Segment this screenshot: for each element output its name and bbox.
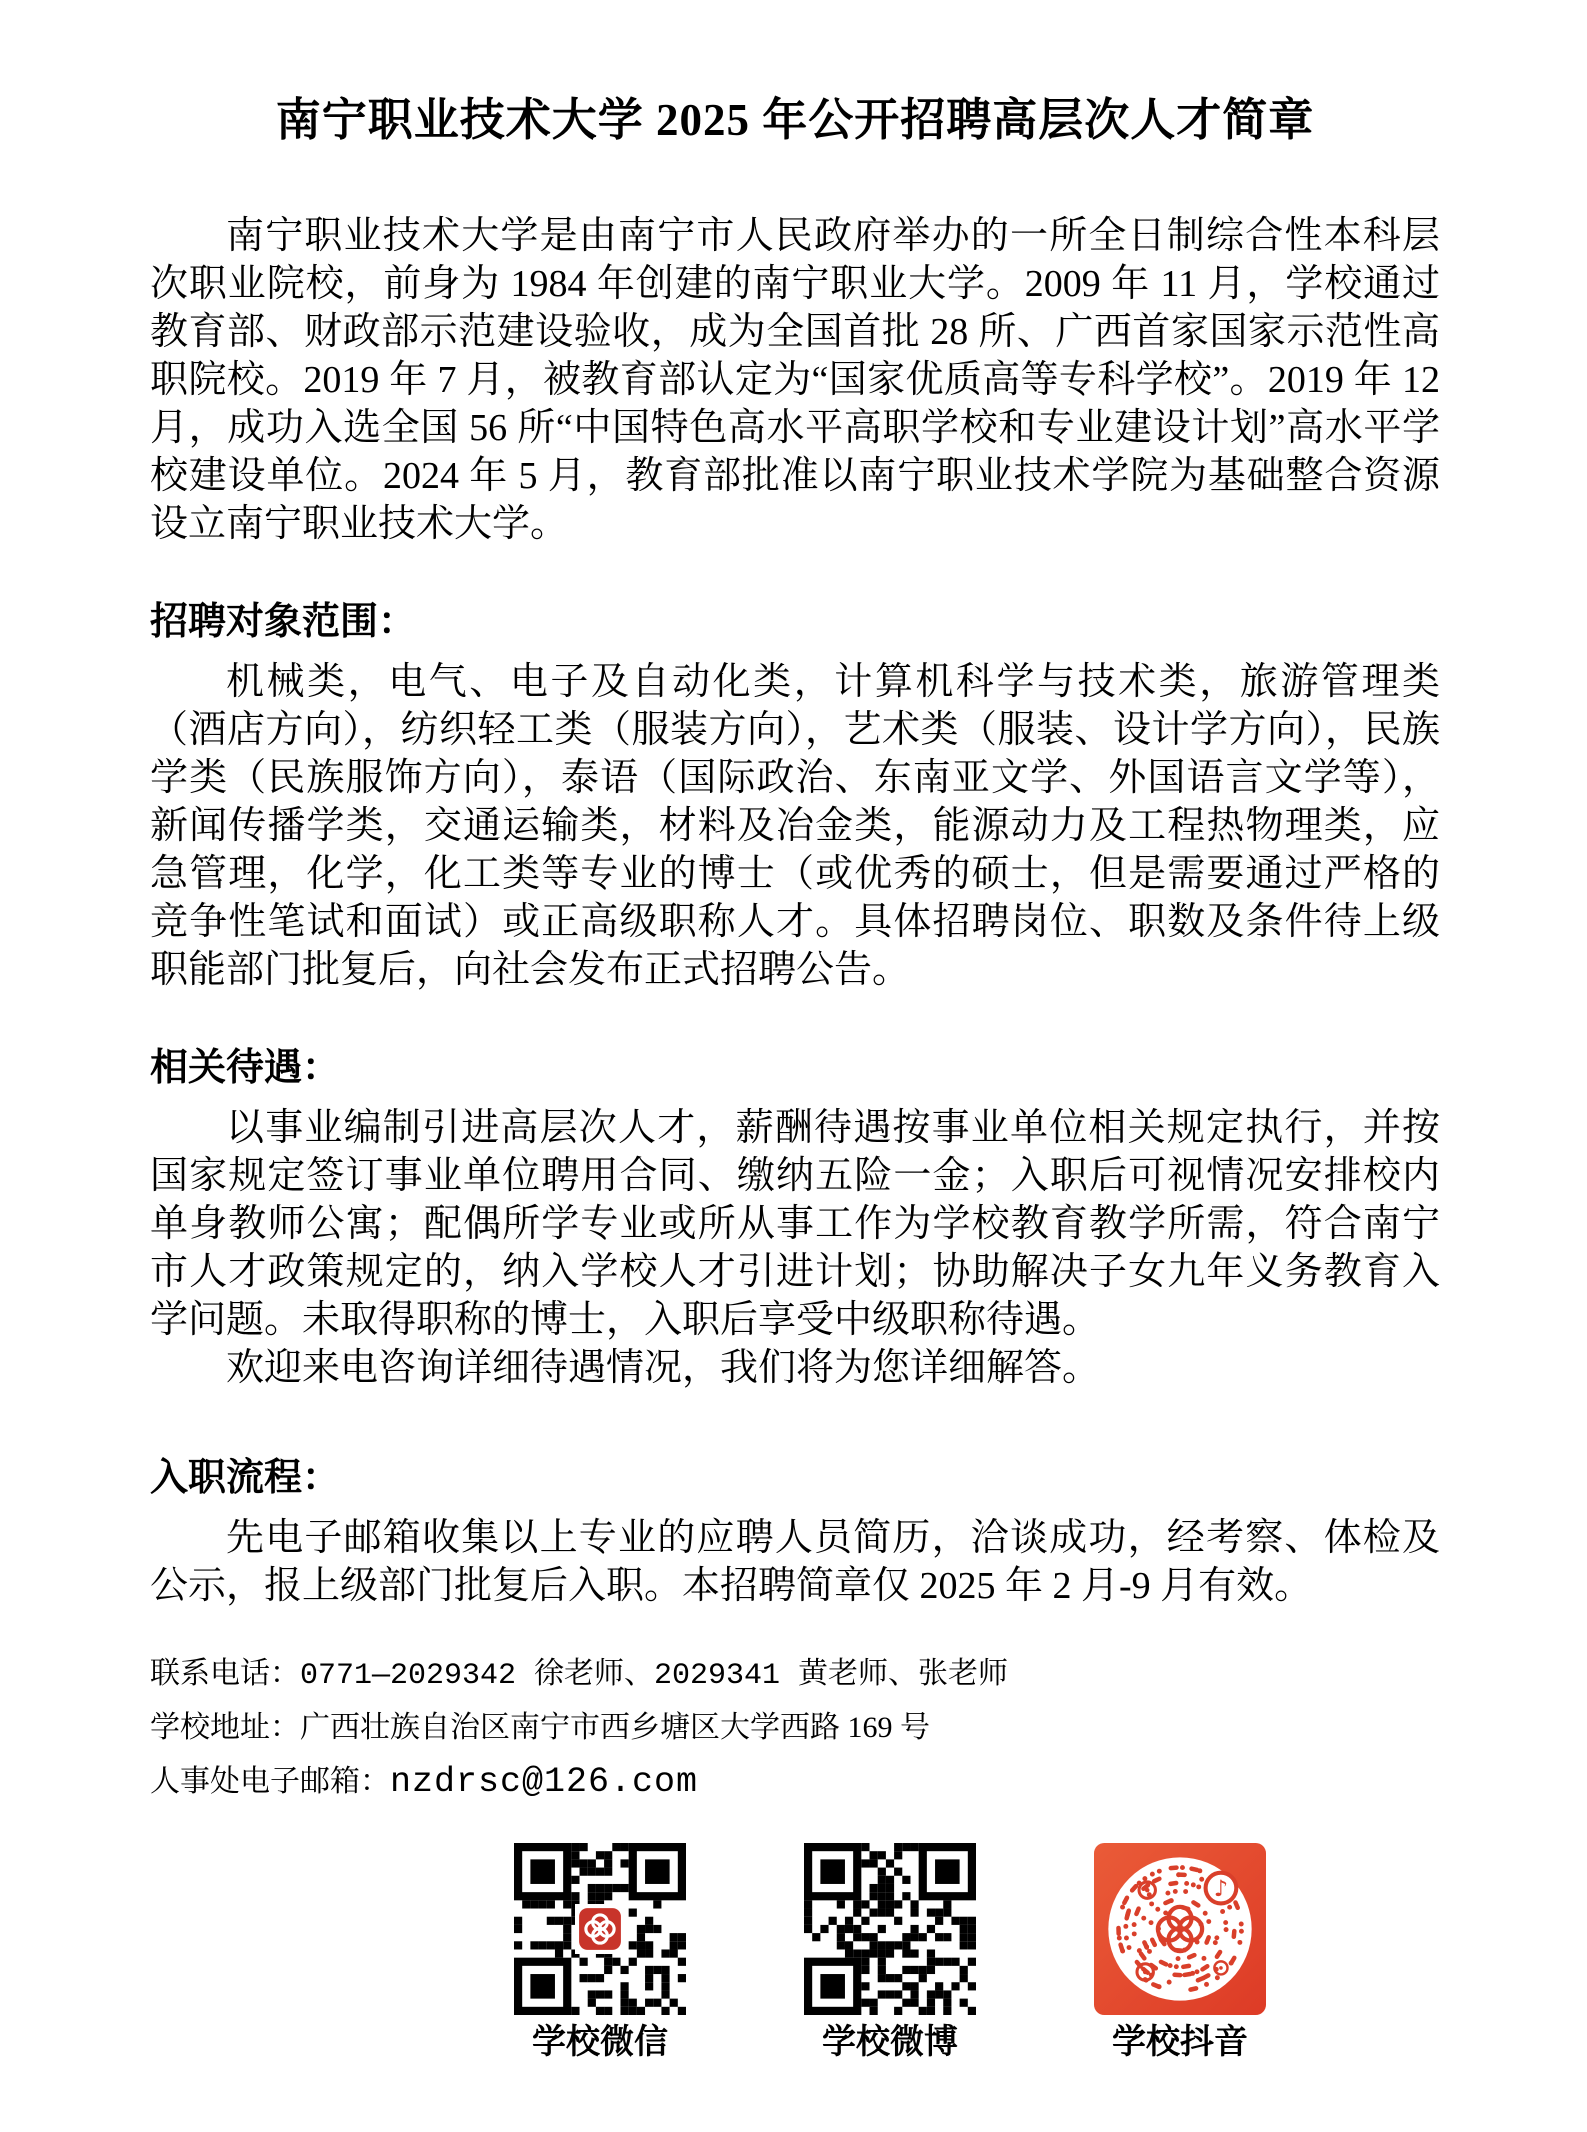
douyin-qr-pattern — [1094, 1843, 1266, 2015]
benefits-paragraph: 以事业编制引进高层次人才，薪酬待遇按事业单位相关规定执行，并按国家规定签订事业单位聘用合同、缴纳五险一金；入职后可视情况安排校内单身教师公寓；配偶所学专业或所从事工作为学校教育教学所需，符合南宁市人才政策规定的，纳入学校人才引进计划；协助解决子女九年义务教育入学问题。未取得职称的博士，入职后享受中级职称待遇。 — [150, 1107, 1440, 1342]
weibo-qr-label: 学校微博 — [822, 2023, 958, 2061]
qr-row — [514, 1843, 1440, 2064]
contact-block — [150, 1654, 1440, 1806]
contact-address-line — [150, 1708, 1440, 1749]
section-heading-benefits: 相关待遇： — [150, 1047, 341, 1090]
wechat-qr-label: 学校微信 — [532, 2023, 668, 2061]
section-heading-recruitment-scope: 招聘对象范围： — [150, 601, 417, 644]
douyin-qr-code — [1094, 1843, 1266, 2015]
weibo-qr-pattern — [804, 1843, 976, 2015]
weibo-qr-block — [804, 1843, 976, 2064]
wechat-qr-code — [514, 1843, 686, 2015]
phone-value: 0771—2029342 徐老师、2029341 黄老师、张老师 — [300, 1659, 1009, 1694]
page-title: 南宁职业技术大学 2025 年公开招聘高层次人才简章 — [275, 95, 1315, 145]
weibo-qr-code — [804, 1843, 976, 2015]
address-value: 广西壮族自治区南宁市西乡塘区大学西路 169 号 — [300, 1710, 930, 1744]
recruitment-scope-paragraph: 机械类，电气、电子及自动化类，计算机科学与技术类，旅游管理类（酒店方向），纺织轻工类（服装方向），艺术类（服装、设计学方向），民族学类（民族服饰方向），泰语（国际政治、东南亚文学、外国语言文学等），新闻传播学类，交通运输类，材料及冶金类，能源动力及工程热物理类，应急管理，化学，化工类等专业的博士（或优秀的硕士，但是需要通过严格的竞争性笔试和面试）或正高级职称人才。具体招聘岗位、职数及条件待上级职能部门批复后，向社会发布正式招聘公告。 — [150, 661, 1440, 992]
benefits-welcome-line: 欢迎来电咨询详细待遇情况，我们将为您详细解答。 — [226, 1347, 1101, 1390]
onboarding-paragraph: 先电子邮箱收集以上专业的应聘人员简历，洽谈成功，经考察、体检及公示，报上级部门批复后入职。本招聘简章仅 2025 年 2 月-9 月有效。 — [150, 1517, 1440, 1608]
email-label: 人事处电子邮箱： — [150, 1765, 390, 1799]
email-value: nzdrsc@126.com — [390, 1762, 699, 1803]
contact-email-line — [150, 1759, 1440, 1806]
phone-label: 联系电话： — [150, 1657, 300, 1691]
douyin-qr-block — [1094, 1843, 1266, 2064]
address-label: 学校地址： — [150, 1710, 300, 1744]
contact-phone-line — [150, 1654, 1440, 1697]
school-logo-badge — [575, 1904, 625, 1954]
wechat-qr-block — [514, 1843, 686, 2064]
section-heading-onboarding: 入职流程： — [150, 1457, 341, 1500]
intro-paragraph: 南宁职业技术大学是由南宁市人民政府举办的一所全日制综合性本科层次职业院校，前身为 1984 年创建的南宁职业大学。2009 年 11 月，学校通过教育部、财政部示范建设验收，成为全国首批 28 所、广西首家国家示范性高职院校。2019 年 7 月，被教育部认定为“国家优质高等专科学校”。2019 年 12 月，成功入选全国 56 所“中国特色高水平高职学校和专业建设计划”高水平学校建设单位。2024 年 5 月，教育部批准以南宁职业技术学院为基础整合资源设立南宁职业技术大学。 — [150, 215, 1440, 546]
douyin-qr-label: 学校抖音 — [1112, 2023, 1248, 2061]
svg-text:♪: ♪ — [1213, 1875, 1229, 1902]
